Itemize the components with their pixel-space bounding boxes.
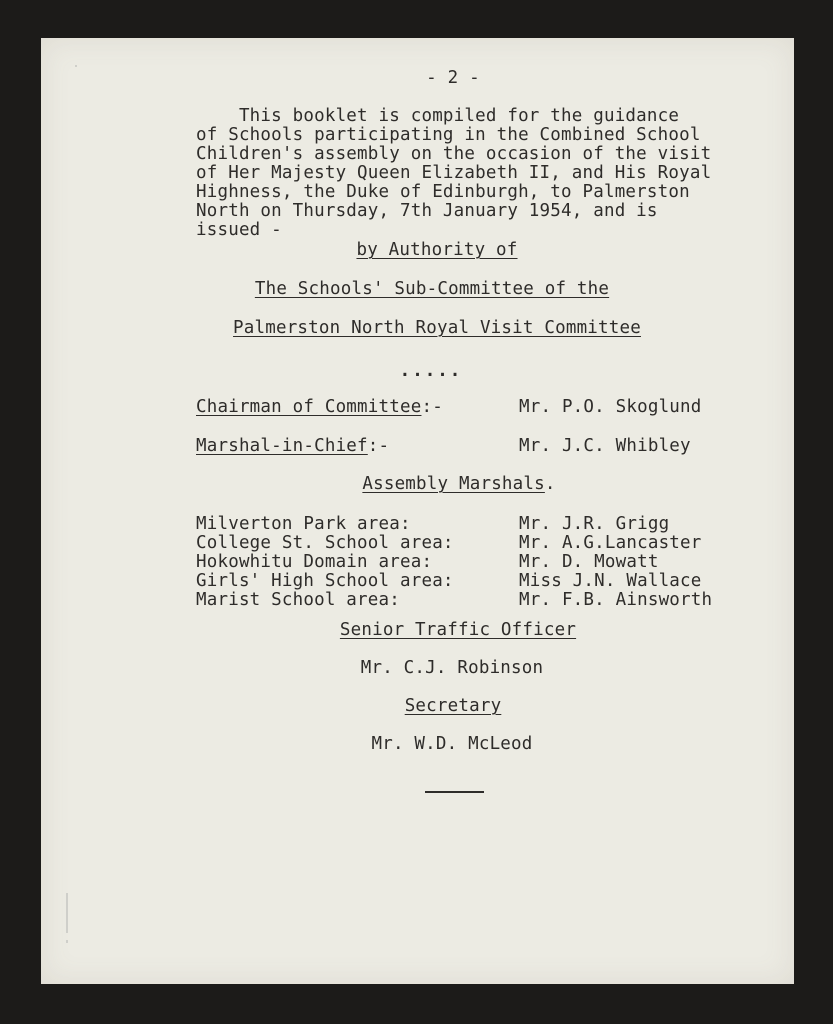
intro-line: of Schools participating in the Combined School [196,125,701,145]
officer-role-suffix: :- [367,436,390,456]
marshal-area: Milverton Park area: [196,514,411,534]
page-number: - 2 - [426,68,480,88]
marshal-area: Marist School area: [196,590,400,610]
marshal-name: Mr. D. Mowatt [519,552,659,572]
officer-name: Mr. J.C. Whibley [519,436,691,456]
intro-line: Children's assembly on the occasion of the visit [196,144,712,164]
authority-line: The Schools' Sub-Committee of the [254,279,610,299]
secretary-heading: Secretary [404,696,502,716]
traffic-officer-name: Mr. C.J. Robinson [360,658,544,678]
separator-dots: ..... [399,361,463,381]
marshal-area: Girls' High School area: [196,571,454,591]
intro-line: This booklet is compiled for the guidance [196,106,680,126]
marshals-heading-text: Assembly Marshals [362,474,545,494]
marshal-name: Mr. F.B. Ainsworth [519,590,713,610]
authority-line: by Authority of [356,240,518,260]
paper-speck [66,940,68,943]
officer-role-label: Chairman of Committee [196,397,422,417]
marshal-name: Miss J.N. Wallace [519,571,702,591]
marshal-name: Mr. A.G.Lancaster [519,533,702,553]
secretary-name: Mr. W.D. McLeod [371,734,533,754]
marshal-area: College St. School area: [196,533,454,553]
officer-role-suffix: :- [421,397,443,417]
authority-line: Palmerston North Royal Visit Committee [233,318,641,338]
officer-role [196,398,443,417]
closing-rule [425,791,484,793]
marshals-heading-suffix: . [544,474,556,494]
officer-role-label: Marshal-in-Chief [196,436,368,456]
marshals-heading [362,475,555,494]
paper-speck [66,893,68,933]
intro-line: issued - [196,220,282,240]
officer-role [196,437,389,456]
officer-name: Mr. P.O. Skoglund [519,397,702,417]
marshal-area: Hokowhitu Domain area: [196,552,433,572]
intro-line: North on Thursday, 7th January 1954, and is [196,201,658,221]
intro-line: Highness, the Duke of Edinburgh, to Palmerston [196,182,690,202]
traffic-heading: Senior Traffic Officer [339,620,577,640]
intro-line: of Her Majesty Queen Elizabeth II, and His Royal [196,163,712,183]
paper-speck [75,65,77,67]
marshal-name: Mr. J.R. Grigg [519,514,670,534]
